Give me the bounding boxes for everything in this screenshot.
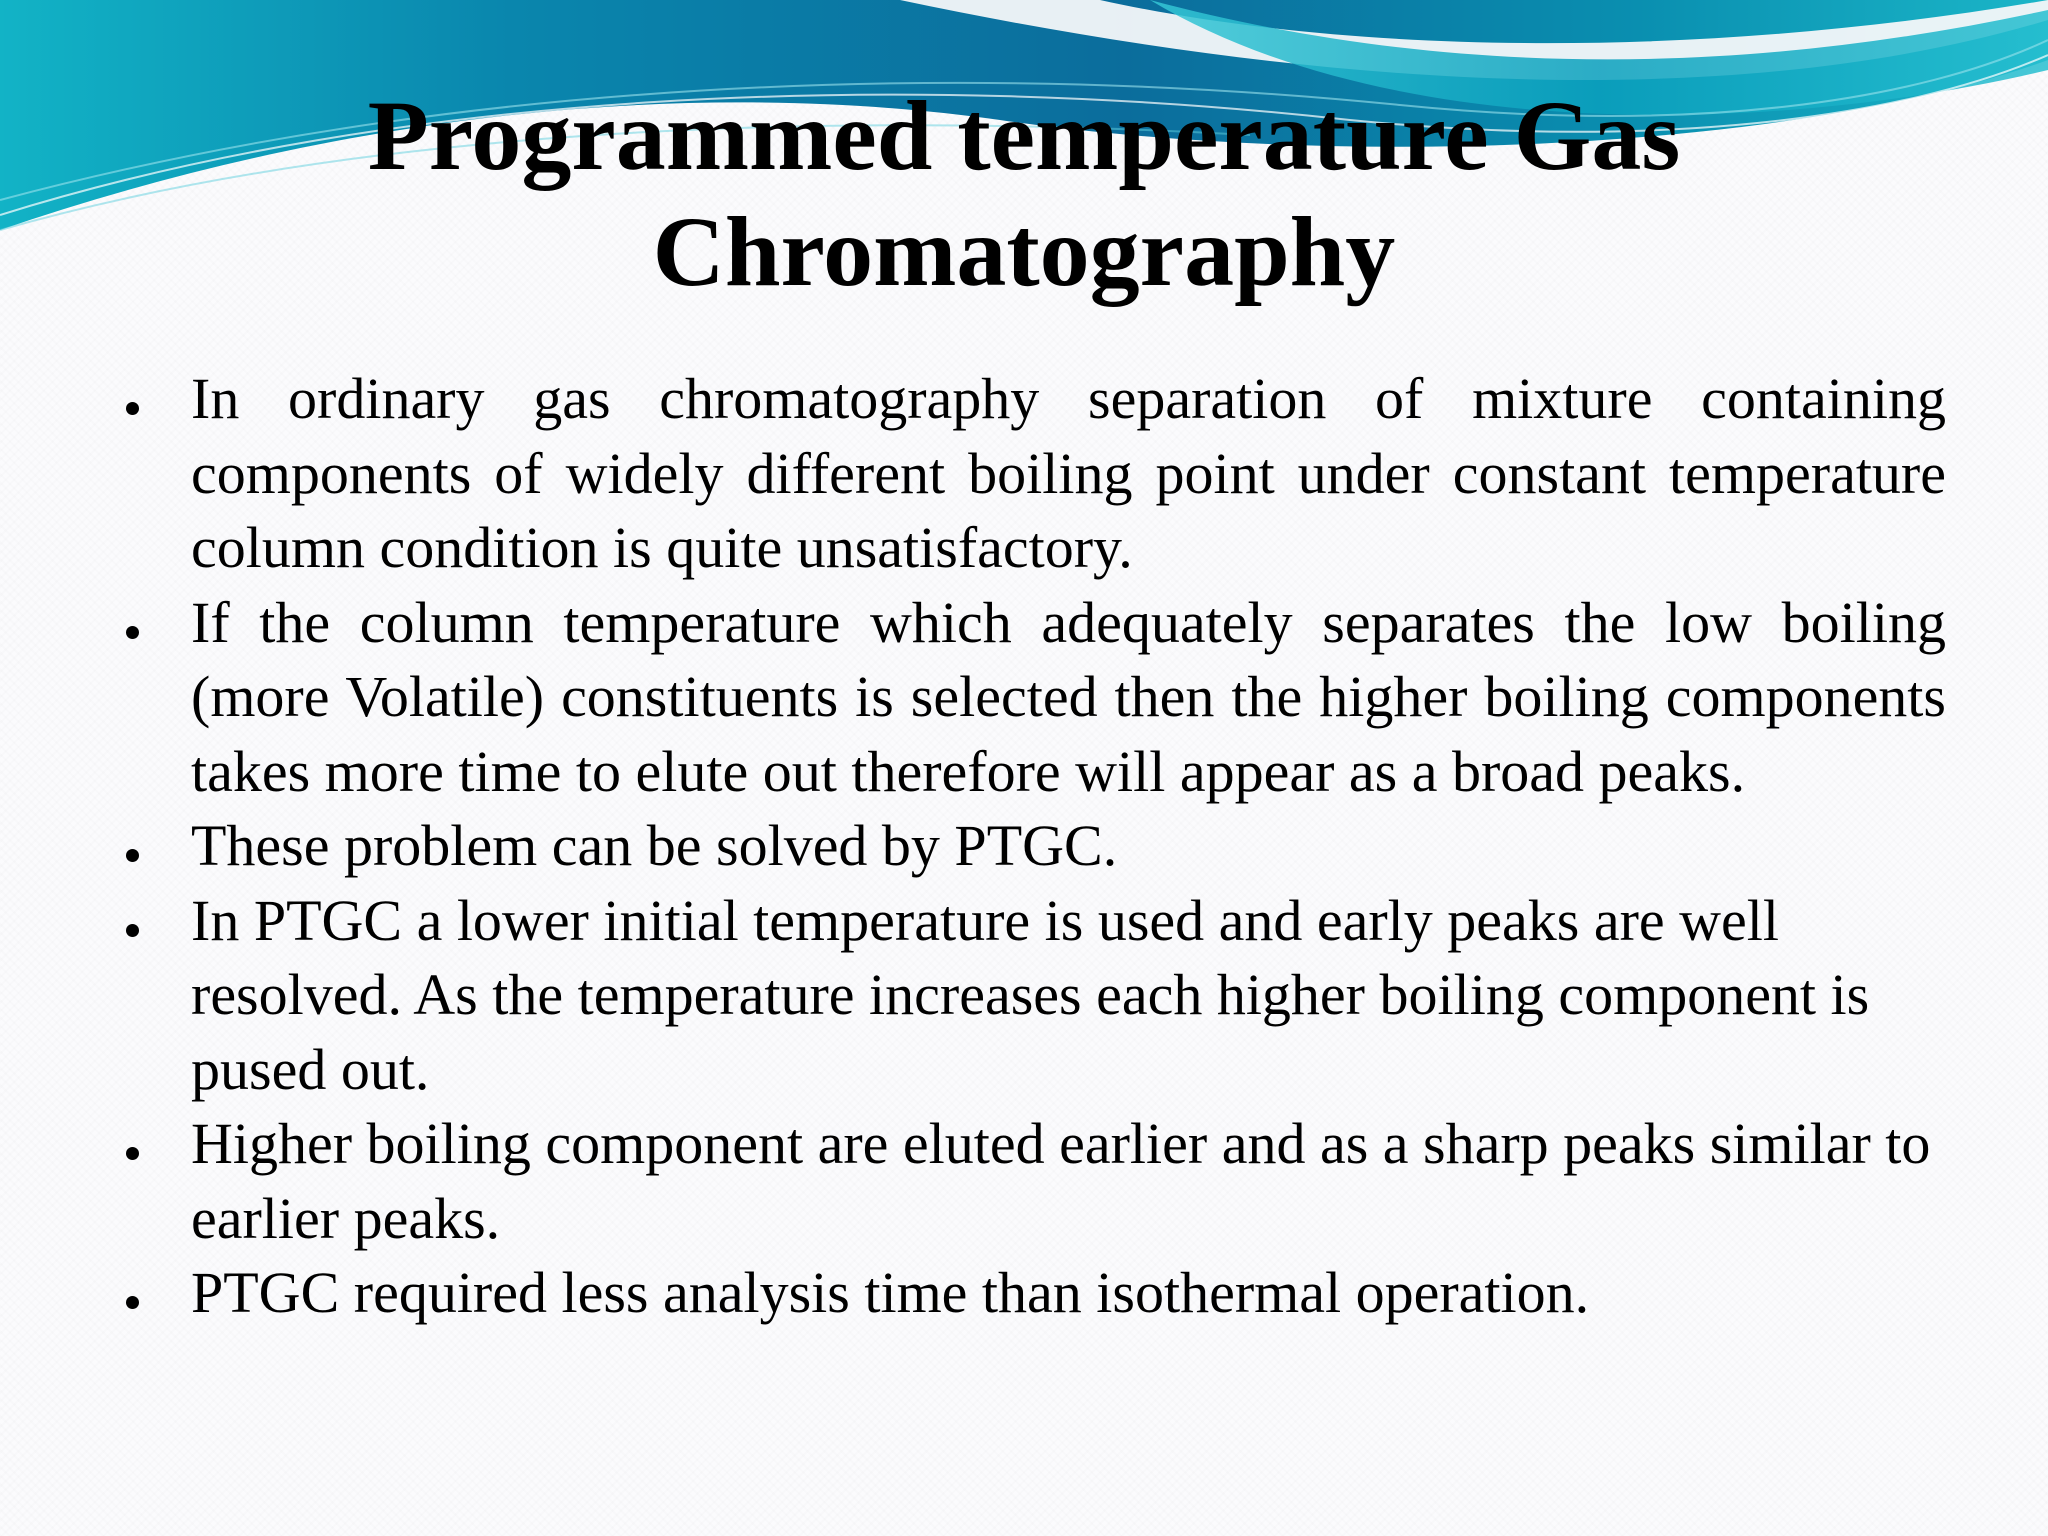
bullet-item bbox=[120, 1256, 1946, 1331]
bullet-item bbox=[120, 362, 1946, 586]
bullet-text: Higher boiling component are eluted earlier and as a sharp peaks similar to earlier peaks. bbox=[191, 1111, 1931, 1251]
bullet-dot-icon bbox=[126, 402, 139, 415]
bullet-item bbox=[120, 884, 1946, 1108]
bullet-text: In ordinary gas chromatography separation of mixture containing components of widely different boiling point under constant temperature column condition is quite unsatisfactory. bbox=[191, 366, 1946, 580]
bullet-dot-icon bbox=[126, 849, 139, 862]
bullet-item bbox=[120, 586, 1946, 810]
bullet-list bbox=[120, 362, 1946, 1331]
bullet-dot-icon bbox=[126, 1296, 139, 1309]
slide-title bbox=[0, 78, 2048, 310]
slide-title-line1: Programmed temperature Gas bbox=[367, 80, 1681, 191]
bullet-dot-icon bbox=[126, 626, 139, 639]
bullet-text: PTGC required less analysis time than isothermal operation. bbox=[191, 1260, 1590, 1325]
bullet-dot-icon bbox=[126, 1147, 139, 1160]
bullet-text: If the column temperature which adequately separates the low boiling (more Volatile) constituents is selected then the higher boiling components takes more time to elute out therefore will appear as a broad peaks. bbox=[191, 589, 1946, 804]
bullet-text: In PTGC a lower initial temperature is used and early peaks are well resolved. As the temperature increases each higher boiling component is pused out. bbox=[191, 887, 1870, 1102]
bullet-item bbox=[120, 809, 1946, 884]
bullet-dot-icon bbox=[126, 924, 139, 937]
slide-title-line2: Chromatography bbox=[652, 196, 1396, 307]
bullet-text: These problem can be solved by PTGC. bbox=[191, 813, 1118, 878]
bullet-item bbox=[120, 1107, 1946, 1256]
